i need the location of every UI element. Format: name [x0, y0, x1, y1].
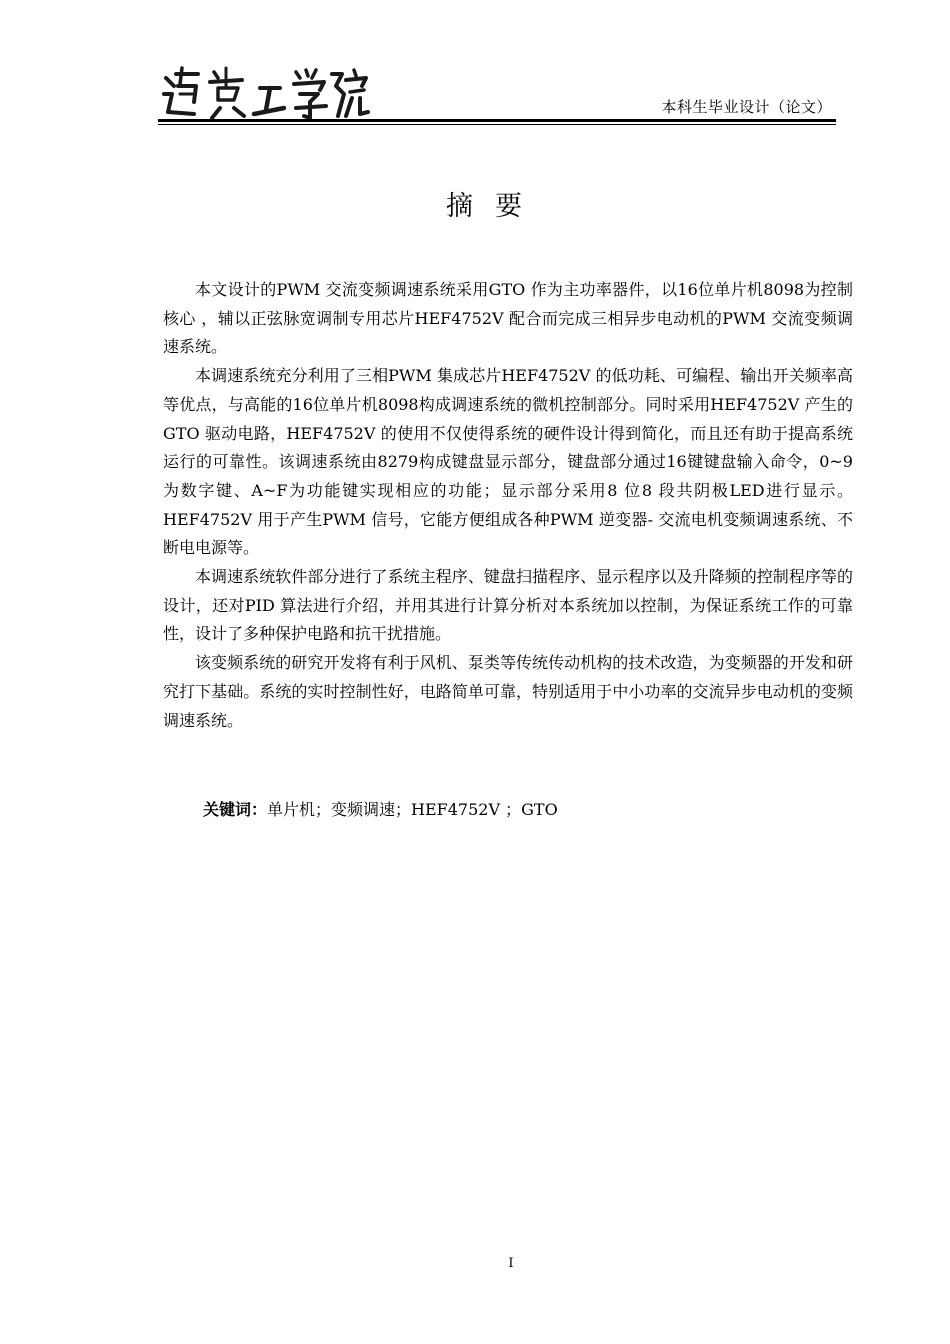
header-divider-thin	[158, 124, 836, 125]
abstract-paragraph: 该变频系统的研究开发将有利于风机、泵类等传统传动机构的技术改造，为变频器的开发和研究打下基础。系统的实时控制性好，电路简单可靠，特别适用于中小功率的交流异步电动机的变频调速系统。	[163, 653, 853, 730]
abstract-paragraph: 本调速系统充分利用了三相PWM 集成芯片HEF4752V 的低功耗、可编程、输出开关频率高等优点，与高能的16位单片机8098构成调速系统的微机控制部分。同时采用HEF4752V 产生的GTO 驱动电路，HEF4752V 的使用不仅使得系统的硬件设计得到简化，而且还有助于提高系统运行的可靠性。该调速系统由8279构成键盘显示部分，键盘部分通过16键键盘输入命令，0~9 为数字键、A~F为功能键实现相应的功能；显示部分采用8 位8 段共阴极LED进行显示。HEF4752V 用于产生PWM 信号，它能方便组成各种PWM 逆变器- 交流电机变频调速系统、不断电电源等。	[163, 366, 853, 558]
university-logo	[160, 64, 370, 124]
abstract-body	[163, 276, 853, 735]
abstract-paragraph: 本文设计的PWM 交流变频调速系统采用GTO 作为主功率器件，以16位单片机8098为控制核心 ，辅以正弦脉宽调制专用芯片HEF4752V 配合而完成三相异步电动机的PWM 交流变频调速系统。	[163, 280, 853, 357]
keywords-line	[203, 796, 558, 824]
header-divider-thick	[158, 119, 836, 122]
calligraphy-logo-icon	[160, 64, 370, 124]
page-title: 摘要	[446, 191, 544, 222]
abstract-paragraph: 本调速系统软件部分进行了系统主程序、键盘扫描程序、显示程序以及升降频的控制程序等的设计，还对PID 算法进行介绍，并用其进行计算分析对本系统加以控制，为保证系统工作的可靠性，设计了多种保护电路和抗干扰措施。	[163, 567, 853, 644]
document-type-label: 本科生毕业设计（论文）	[661, 98, 832, 116]
keywords-value: 单片机；变频调速；HEF4752V ；GTO	[267, 800, 558, 819]
keywords-label: 关键词：	[203, 800, 268, 819]
page-number: I	[508, 1256, 514, 1271]
